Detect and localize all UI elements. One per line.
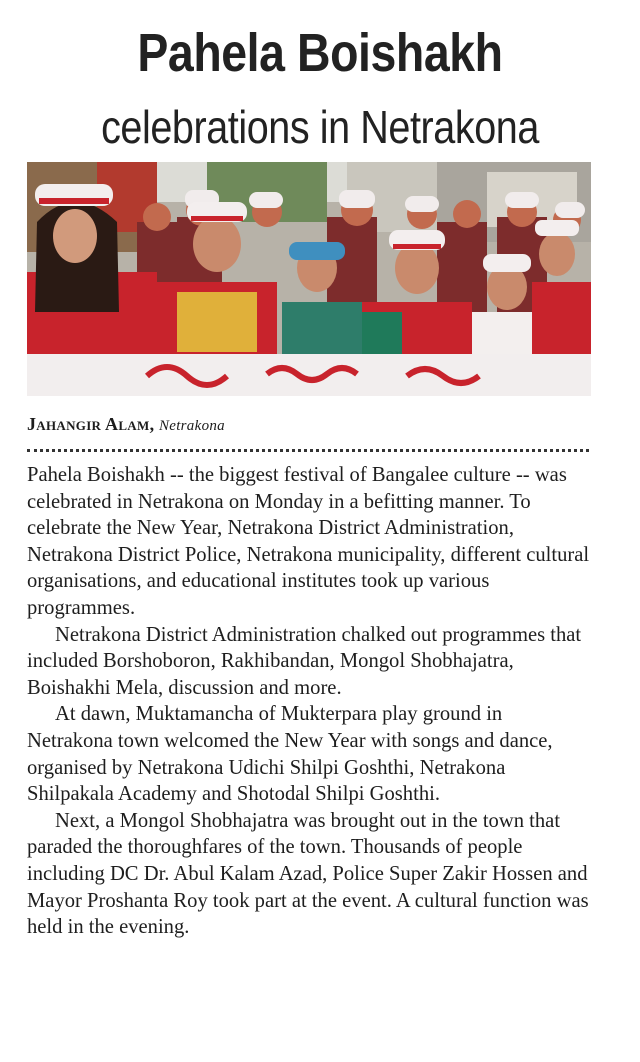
headline-title: Pahela Boishakh [137, 23, 503, 83]
byline [27, 414, 225, 435]
news-photo [27, 162, 591, 396]
author-location: Netrakona [158, 418, 225, 434]
paragraph: Pahela Boishakh -- the biggest festival of Bangalee culture -- was celebrated in Netrakona on Monday in a befitting manner. To celebrate the New Year, Netrakona District Administration, Netrakona District Police, Netrakona municipality, different cultural organisations, and educational institutes took up various programmes. [27, 464, 590, 619]
author-name: Jahangir Alam, [27, 414, 155, 434]
dotted-divider [27, 449, 589, 452]
headline-subtitle: celebrations in Netrakona [101, 101, 539, 153]
article-body [27, 462, 593, 941]
paragraph: At dawn, Muktamancha of Mukterpara play ground in Netrakona town welcomed the New Year with songs and dance, organised by Netrakona Udichi Shilpi Goshthi, Netrakona Shilpakala Academy and Shotodal Shilpi Goshthi. [27, 703, 553, 806]
paragraph: Netrakona District Administration chalked out programmes that included Borshoboron, Rakhibandan, Mongol Shobhajatra, Boishakhi Mela, discussion and more. [27, 623, 582, 699]
paragraph: Next, a Mongol Shobhajatra was brought out in the town that paraded the thoroughfares of the town. Thousands of people including DC Dr. Abul Kalam Azad, Police Super Zakir Hossen and Mayor Proshanta Roy took part at the event. A cultural function was held in the evening. [27, 809, 589, 939]
